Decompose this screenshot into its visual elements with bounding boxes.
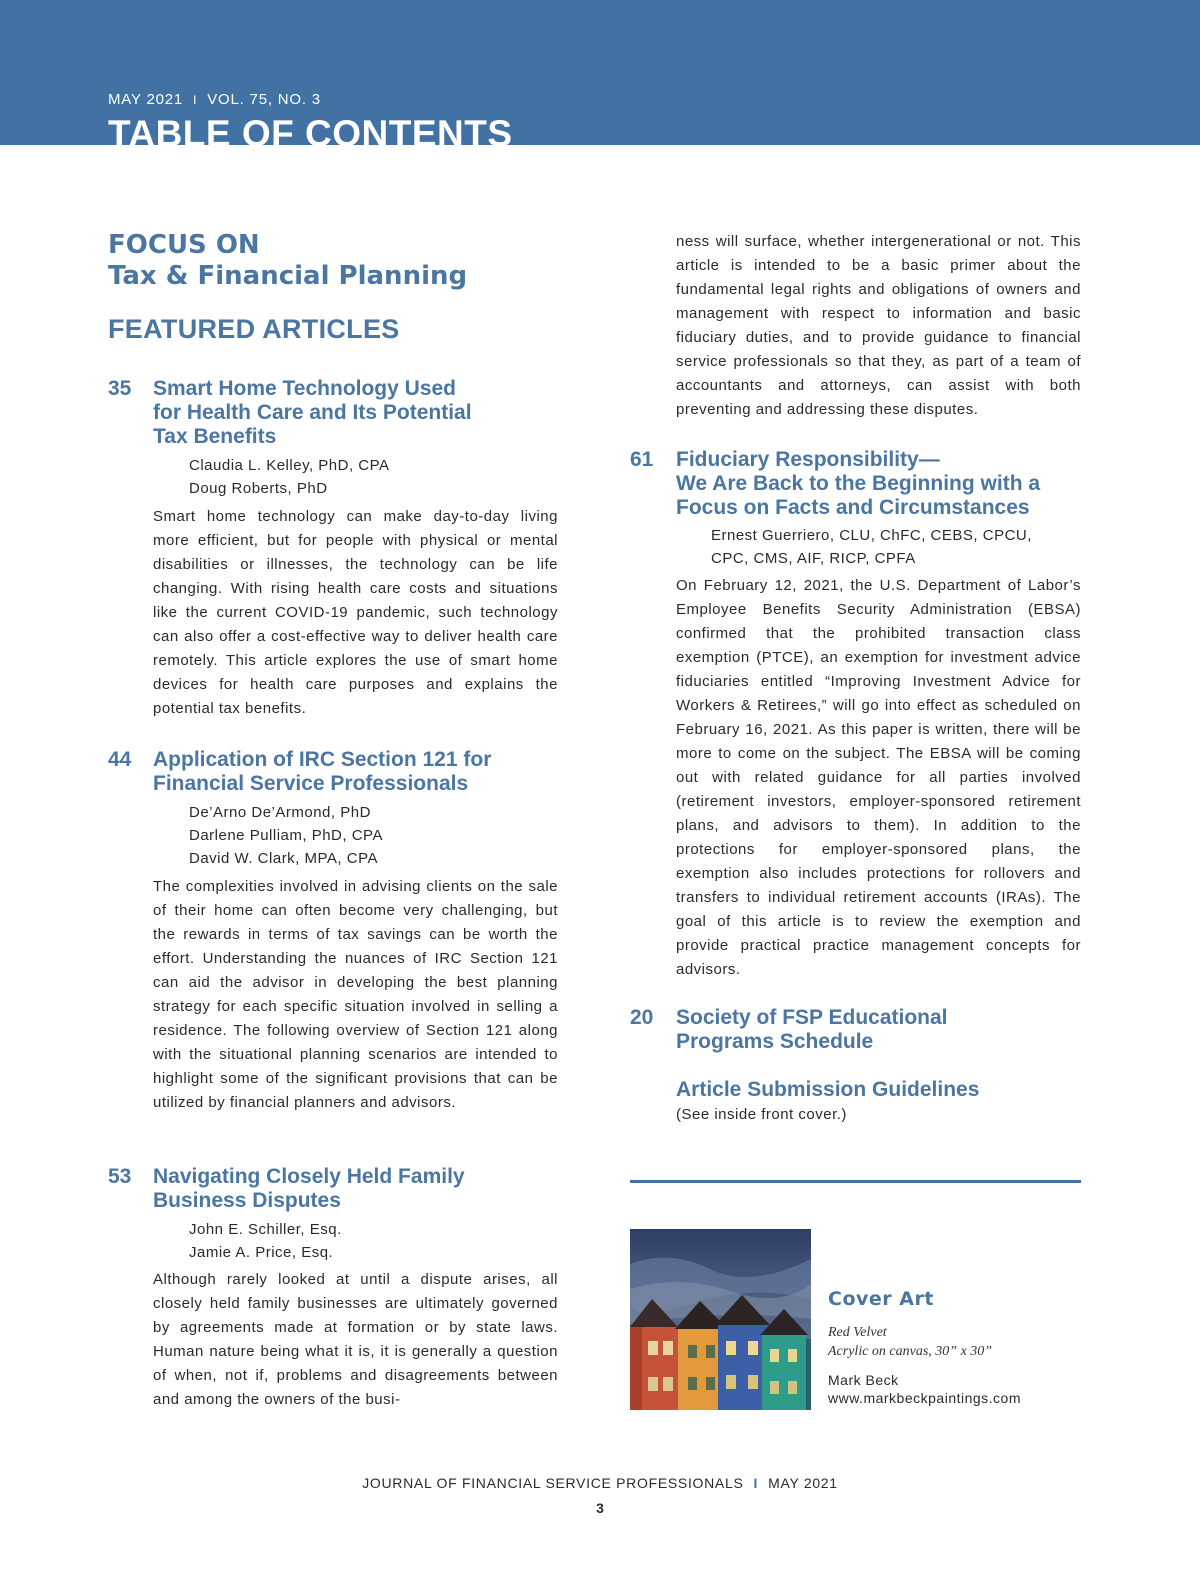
article-title-line: Society of FSP Educational [676,1006,948,1029]
author: John E. Schiller, Esq. [189,1221,342,1238]
article-title-line: Fiduciary Responsibility— [676,448,940,471]
footer-separator: I [753,1475,759,1491]
focus-line-2: Tax & Financial Planning [108,261,468,291]
article-page-number: 44 [108,748,132,771]
author: David W. Clark, MPA, CPA [189,850,378,867]
article-title-line: Navigating Closely Held Family [153,1165,465,1188]
article-page-number: 61 [630,448,654,471]
issue-line [108,91,321,108]
article-title-line: Application of IRC Section 121 for [153,748,492,771]
article-title-line: We Are Back to the Beginning with a [676,472,1041,495]
author: Darlene Pulliam, PhD, CPA [189,827,383,844]
article-page-number: 20 [630,1006,654,1029]
cover-art-title: Red Velvet [828,1325,887,1340]
article-title-line: Programs Schedule [676,1030,874,1053]
cover-art-artist: Mark Beck [828,1372,899,1388]
article-title[interactable] [676,1006,1096,1054]
issue-separator: I [193,93,198,107]
article-page-number: 35 [108,377,132,400]
article-abstract-continued: ness will surface, whether intergenerational or not. This article is intended to be a basic primer about the fundamental legal rights and obligations of owners and management with respect to information and basic fiduciary duties, and to provide guidance to financial service professionals so that they, as part of a team of accountants and attorneys, can assist with both preventing and addressing these disputes. [676,233,1081,418]
author: De’Arno De’Armond, PhD [189,804,371,821]
article-abstract: The complexities involved in advising clients on the sale of their home can often become very challenging, but the rewards in terms of tax savings can be worth the effort. Understanding the nuances of IRC Section 121 can aid the advisor in developing the best planning strategy for each specific situation involved in selling a residence. The following overview of Section 121 along with the situational planning scenarios are intended to highlight some of the significant provisions that can be utilized by financial planners and advisors. [153,878,558,1111]
article-title-line: Tax Benefits [153,425,277,448]
article-title[interactable] [676,448,1096,520]
article-title[interactable] [153,748,573,796]
submission-guidelines-note: (See inside front cover.) [676,1106,847,1123]
cover-art-medium: Acrylic on canvas, 30” x 30” [828,1344,993,1359]
issue-volume: VOL. 75, NO. 3 [207,91,321,108]
focus-line-1: FOCUS ON [108,230,260,260]
cover-art-website[interactable]: www.markbeckpaintings.com [828,1390,1022,1406]
article-authors [189,1218,342,1264]
author: Claudia L. Kelley, PhD, CPA [189,457,390,474]
cover-art-image [630,1229,811,1410]
section-divider [630,1180,1081,1183]
article-abstract: Smart home technology can make day-to-day living more efficient, but for people with physical or mental disabilities or illnesses, the technology can be life changing. With rising health care costs and situations like the current COVID-19 pandemic, such technology can also offer a cost-effective way to deliver health care remotely. This article explores the use of smart home devices for health care purposes and explains the potential tax benefits. [153,508,558,717]
author: CPC, CMS, AIF, RICP, CPFA [711,550,916,567]
page-number: 3 [596,1500,604,1516]
article-authors [189,454,390,500]
article-abstract: Although rarely looked at until a dispute arises, all closely held family businesses are ultimately governed by agreements made at formation or by state laws. Human nature being what it is, it is generally a question of when, not if, problems and disagreements between and among the owners of the busi- [153,1271,558,1408]
featured-articles-heading: FEATURED ARTICLES [108,314,400,344]
article-title-line: for Health Care and Its Potential [153,401,472,424]
article-title-line: Financial Service Professionals [153,772,469,795]
article-title-line: Focus on Facts and Circumstances [676,496,1030,519]
article-abstract: On February 12, 2021, the U.S. Department of Labor’s Employee Benefits Security Administration (EBSA) confirmed that the prohibited transaction class exemption (PTCE), an exemption for investment advice fiduciaries entitled “Improving Investment Advice for Workers & Retirees,” will go into effect as scheduled on February 16, 2021. As this paper is written, there will be more to come on the subject. The EBSA will be coming out with related guidance for all parties involved (retirement investors, employer-sponsored retirement plans, and advisors to them). In addition to the protections for employer-sponsored plans, the exemption also includes protections for rollovers and transfers to individual retirement accounts (IRAs). The goal of this article is to review the exemption and provide practical practice management concepts for advisors. [676,577,1081,978]
article-title[interactable] [153,1165,573,1213]
article-authors [189,801,383,870]
author: Ernest Guerriero, CLU, ChFC, CEBS, CPCU, [711,527,1032,544]
article-page-number: 53 [108,1165,132,1188]
page-footer [0,1475,1200,1491]
submission-guidelines-title[interactable]: Article Submission Guidelines [676,1078,980,1101]
focus-heading [108,230,467,292]
footer-date: MAY 2021 [768,1475,838,1491]
author: Jamie A. Price, Esq. [189,1244,334,1261]
article-title-line: Smart Home Technology Used [153,377,457,400]
article-title[interactable] [153,377,573,449]
author: Doug Roberts, PhD [189,480,328,497]
page-title: TABLE OF CONTENTS [108,113,513,145]
article-title-line: Business Disputes [153,1189,341,1212]
cover-art-heading: Cover Art [828,1288,934,1310]
footer-journal: JOURNAL OF FINANCIAL SERVICE PROFESSIONALS [362,1475,744,1491]
article-authors [711,524,1032,570]
issue-date: MAY 2021 [108,91,184,108]
